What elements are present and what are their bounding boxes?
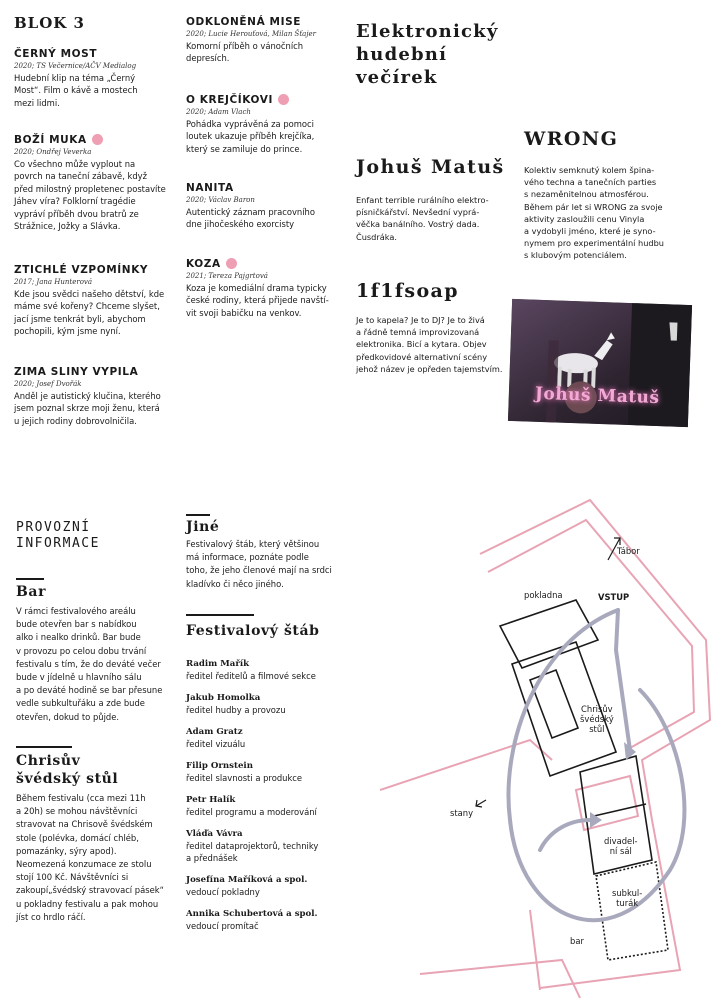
film-desc: Co všechno může vyplout na povrch na taneční zábavě, když před milostný propletenec postavíte Jáhev víra? Folklorní tragédie vypráví příběh dvou bratrů ze Strážnice, Jožky a Slávka. <box>14 159 166 232</box>
film-item <box>186 258 348 319</box>
map-label-vstup: VSTUP <box>598 592 630 602</box>
pink-dot-icon <box>92 134 103 145</box>
film-item <box>186 16 348 65</box>
film-title: ČERNÝ MOST <box>14 48 98 60</box>
map-label-pokladna: pokladna <box>524 590 563 600</box>
divider <box>16 578 44 580</box>
band-desc: Je to kapela? Je to DJ? Je to živá a řádně temná improvizovaná elektronika. Bicí a kytara. Objev předkovidové alternativní scény jehož název je opředen tajemstvím. <box>356 315 503 374</box>
goat-photo-image <box>508 299 692 427</box>
pink-dot-icon <box>278 94 289 105</box>
map-label-divadelni: divadel- ní sál <box>604 836 638 856</box>
film-title: ZTICHLÉ VZPOMÍNKY <box>14 264 149 276</box>
film-item <box>14 366 182 427</box>
film-title: O KREJČÍKOVI <box>186 94 348 107</box>
film-meta: 2021; Tereza Pajgrtová <box>186 272 268 280</box>
band-desc: Enfant terrible rurálního elektro- písničkářství. Nevšední vyprá- věčka banálního. Vostrý dada. Čusdráka. <box>356 195 489 242</box>
jine-text: Festivalový štáb, který většinou má informace, poznáte podle toho, že jeho členové mají na srdci kladívko či něco jiného. <box>186 539 332 589</box>
film-item <box>14 264 182 338</box>
divider <box>16 746 72 748</box>
walking-route-2 <box>616 610 630 750</box>
pink-dot-icon <box>226 258 237 269</box>
map-label-stul: Chrisův švédský stůl <box>580 704 614 734</box>
film-item <box>186 94 348 155</box>
band-name: 1f1fsoap <box>356 280 459 302</box>
subkult-building <box>596 862 668 960</box>
staff-member: Jakub Homolka ředitel hudby a provozu <box>186 693 286 715</box>
staff-member: Radim Mařík ředitel ředitelů a filmové sekce <box>186 659 316 681</box>
band-desc: Kolektiv semknutý kolem špina- vého techna a tanečních parties s nezaměnitelnou atmosférou. Během pár let si WRONG za svoje aktivity zasloužili cenu Vinyla a vydobyli jméno, které je syno- nymem pro experimentální hudbu s klubovým potenciálem. <box>524 165 664 261</box>
band-photo <box>508 299 692 427</box>
map-label-bar: bar <box>570 936 584 946</box>
map-path-left <box>380 740 552 790</box>
map-path-bottom <box>420 960 580 998</box>
band-name: WRONG <box>524 128 619 150</box>
jine-heading: Jiné <box>186 519 220 535</box>
film-title: ODKLONĚNÁ MISE <box>186 16 302 28</box>
stul-text: Během festivalu (cca mezi 11h a 20h) se mohou návštěvníci stravovat na Chrisově švédském stole (polévka, domácí chléb, pomazánky, sýry apod). Neomezená konzumace ze stolu stojí 100 Kč. Návštěvníci si zakoupí„švédský stravovací pásek“ u pokladny festivalu a pak mohou jíst co hrdlo ráčí. <box>16 793 164 922</box>
film-item <box>14 134 182 232</box>
film-meta: 2020; Lucie Herouťová, Milan Šťajer <box>186 30 316 38</box>
staff-member: Vláďa Vávra ředitel dataprojektorů, techniky a přednášek <box>186 829 319 863</box>
band-name: Johuš Matuš <box>356 156 505 178</box>
party-title: Elektronický hudební večírek <box>356 21 499 88</box>
film-meta: 2020; TS Večernice/AČV Medialog <box>14 62 137 70</box>
blok-title: BLOK 3 <box>14 14 85 32</box>
film-desc: Anděl je autistický klučina, kterého jsem poznal skrze moji ženu, která u jejich rodiny dobrovolničila. <box>14 391 161 426</box>
divider <box>186 614 254 616</box>
map-label-subkult: subkul- turák <box>612 888 643 908</box>
film-desc: Komorní příběh o vánočních depresích. <box>186 41 304 64</box>
staff-member: Filip Ornstein ředitel slavnosti a produkce <box>186 761 303 783</box>
film-meta: 2020; Ondřej Veverka <box>14 148 92 156</box>
bar-text: V rámci festivalového areálu bude otevřen bar s nabídkou alko i nealko drinků. Bar bude v provozu po celou dobu trvání festivalu s tím, že do deváté večer bude v jídelně u hlavního sálu a po deváté hodině se bar přesune vedle subkultuřáku a zde bude otevřen, dokud to půjde. <box>16 606 163 722</box>
staff-member: Petr Halík ředitel programu a moderování <box>186 795 317 817</box>
film-meta: 2020; Adam Vlach <box>186 108 251 116</box>
film-item <box>186 182 348 231</box>
film-desc: Koza je komediální drama typicky české rodiny, která přijede navští- vit svoji babičku na venkov. <box>186 283 329 318</box>
stab-heading: Festivalový štáb <box>186 623 320 639</box>
staff-member: Annika Schubertová a spol. vedoucí promítač <box>186 909 318 931</box>
staff-member: Josefína Maříková a spol. vedoucí pokladny <box>186 875 308 897</box>
provozni-heading: PROVOZNÍ INFORMACE <box>16 520 100 551</box>
pokladna-building <box>500 600 598 668</box>
staff-member: Adam Gratz ředitel vizuálu <box>186 727 246 749</box>
film-meta: 2017; Jana Hunterová <box>14 278 93 286</box>
venue-map <box>380 490 727 1000</box>
staff-list <box>186 658 366 942</box>
film-meta: 2020; Václav Baron <box>186 196 255 204</box>
film-item <box>14 48 179 109</box>
photo-caption: Johuš Matuš <box>534 383 660 409</box>
stul-heading: Chrisův švédský stůl <box>16 753 119 787</box>
stany-arrow-icon <box>476 800 486 806</box>
film-desc: Pohádka vyprávěná za pomoci loutek ukazuje příběh krejčíka, který se zamiluje do prince. <box>186 119 315 154</box>
film-desc: Hudební klip na téma „Černý Most“. Film o kávě a mostech mezi lidmi. <box>14 73 138 108</box>
divider <box>186 514 210 516</box>
film-title: KOZA <box>186 258 348 271</box>
bar-heading: Bar <box>16 584 47 600</box>
map-path-bottom2 <box>530 910 540 990</box>
film-meta: 2020; Josef Dvořák <box>14 380 82 388</box>
map-label-stany: stany <box>450 808 474 818</box>
film-title: BOŽÍ MUKA <box>14 134 182 147</box>
film-desc: Autentický záznam pracovního dne jihočeského exorcisty <box>186 207 315 230</box>
film-title: ZIMA SLINY VYPILA <box>14 366 139 378</box>
film-desc: Kde jsou svědci našeho dětství, kde máme své kořeny? Chceme slyšet, jací jsme tenkrát byli, abychom pochopili, kým jsme nyní. <box>14 289 165 337</box>
map-label-tabor: Tábor <box>617 546 640 556</box>
film-title: NANITA <box>186 182 234 194</box>
